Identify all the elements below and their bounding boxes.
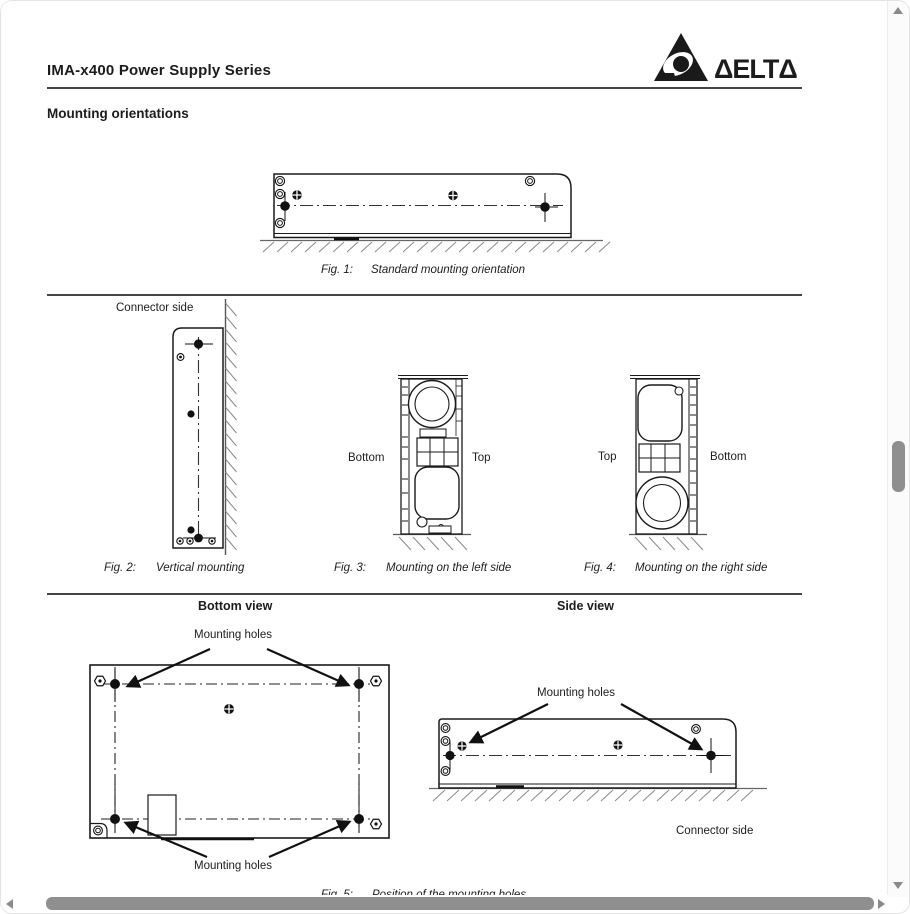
fig5-mounting-holes-top-label: Mounting holes [194, 629, 272, 641]
fig5-bottom-view-drawing [79, 644, 404, 860]
scroll-up-arrow[interactable] [893, 7, 903, 14]
fig5-mounting-holes-bottom-label: Mounting holes [194, 860, 272, 872]
horizontal-scrollbar[interactable] [1, 895, 889, 913]
page-title: IMA-x400 Power Supply Series [47, 62, 272, 79]
section-divider-1 [47, 294, 802, 296]
document-page [1, 1, 889, 897]
scroll-down-arrow[interactable] [893, 882, 903, 889]
fig2-connector-side-label: Connector side [116, 302, 194, 314]
fig4-top-label: Top [598, 451, 617, 463]
scroll-right-arrow[interactable] [878, 899, 885, 909]
fig3-caption: Mounting on the left side [386, 562, 512, 574]
delta-logo [654, 33, 806, 83]
delta-logo-text: ΔELTΔ [714, 54, 797, 84]
fig2-label: Fig. 2: [104, 562, 136, 574]
fig1-drawing [254, 164, 606, 256]
fig4-caption: Mounting on the right side [635, 562, 768, 574]
fig3-bottom-label: Bottom [348, 452, 385, 464]
fig5-side-view-drawing [424, 694, 774, 806]
section-divider-2 [47, 593, 802, 595]
fig3-label: Fig. 3: [334, 562, 366, 574]
fig4-bottom-label: Bottom [710, 451, 747, 463]
horizontal-scrollbar-thumb[interactable] [46, 897, 874, 910]
section-heading: Mounting orientations [47, 106, 189, 121]
fig2-caption: Vertical mounting [156, 562, 245, 574]
fig5-mounting-holes-side-label: Mounting holes [537, 687, 615, 699]
header-divider [47, 87, 802, 89]
fig3-drawing [384, 364, 489, 546]
bottom-view-heading: Bottom view [198, 599, 273, 613]
vertical-scrollbar-thumb[interactable] [892, 441, 905, 492]
fig5-connector-side-label: Connector side [676, 825, 754, 837]
vertical-scrollbar[interactable] [887, 1, 909, 897]
fig1-label: Fig. 1: [321, 264, 353, 276]
fig4-label: Fig. 4: [584, 562, 616, 574]
fig2-drawing [164, 295, 249, 559]
fig1-caption: Standard mounting orientation [371, 264, 526, 276]
fig3-top-label: Top [472, 452, 491, 464]
scroll-left-arrow[interactable] [6, 899, 13, 909]
fig4-drawing [614, 364, 719, 546]
side-view-heading: Side view [557, 599, 614, 613]
